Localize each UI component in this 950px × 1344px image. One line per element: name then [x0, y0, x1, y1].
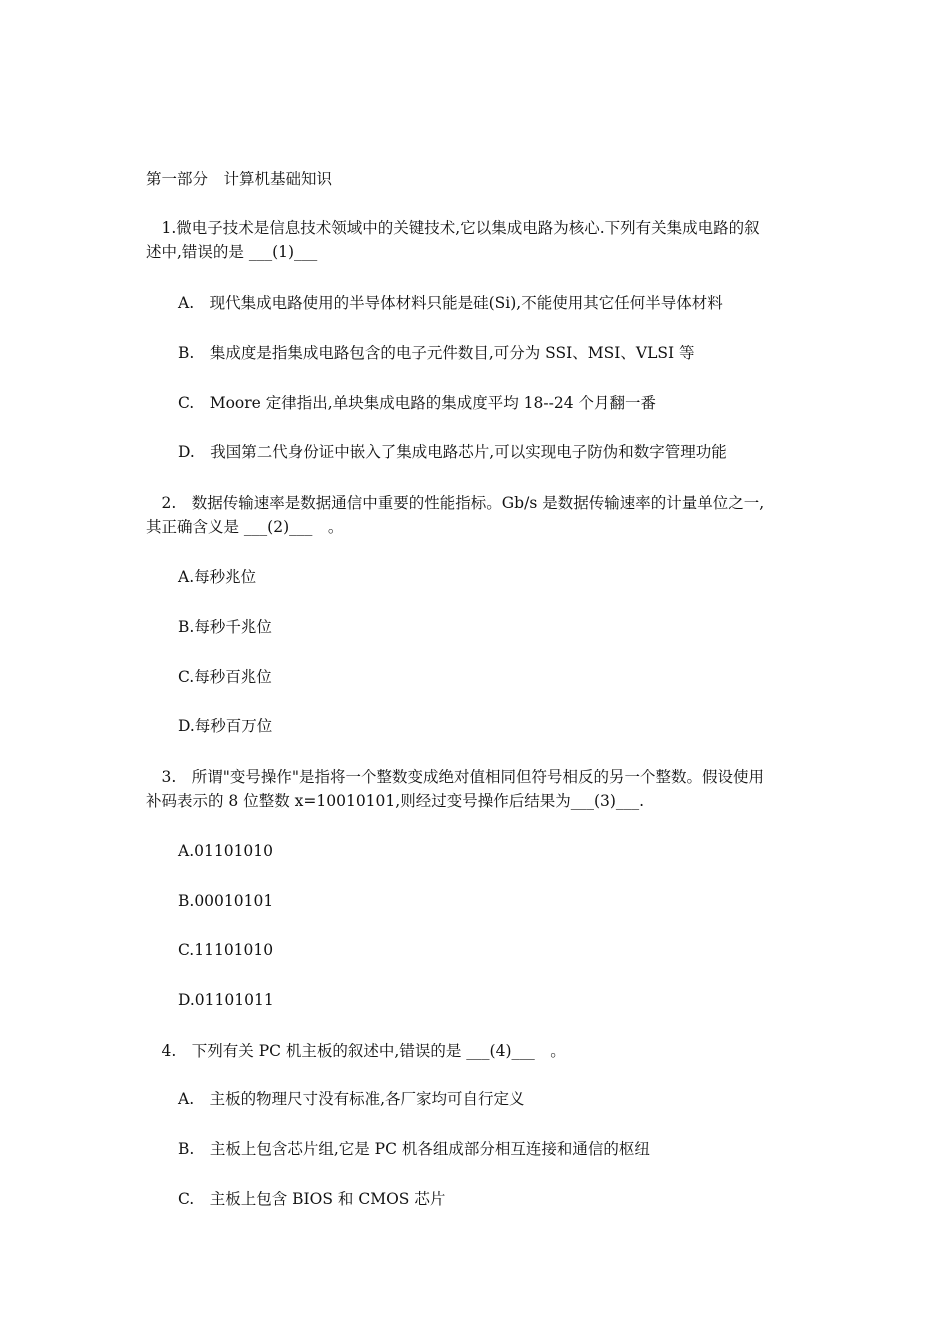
question-1-option-b: B. 集成度是指集成电路包含的电子元件数目,可分为 SSI、MSI、VLSI 等: [178, 344, 695, 362]
question-3-stem-line-1: 3. 所谓"变号操作"是指将一个整数变成绝对值相同但符号相反的另一个整数。假设使用: [146, 768, 765, 786]
question-3-stem-line-2: 补码表示的 8 位整数 x=10010101,则经过变号操作后结果为___(3)___.: [146, 792, 645, 810]
question-1-option-a: A. 现代集成电路使用的半导体材料只能是硅(Si),不能使用其它任何半导体材料: [178, 294, 723, 312]
question-4-option-a: A. 主板的物理尺寸没有标准,各厂家均可自行定义: [178, 1090, 525, 1108]
section-title: 第一部分 计算机基础知识: [146, 170, 333, 188]
question-2-option-c: C.每秒百兆位: [178, 668, 272, 686]
question-3-option-a: A.01101010: [178, 842, 274, 860]
question-1-stem-line-1: 1.微电子技术是信息技术领域中的关键技术,它以集成电路为核心.下列有关集成电路的叙: [146, 219, 760, 237]
question-4-option-c: C. 主板上包含 BIOS 和 CMOS 芯片: [178, 1190, 446, 1208]
question-2-stem-line-1: 2. 数据传输速率是数据通信中重要的性能指标。Gb/s 是数据传输速率的计量单位之一,: [146, 494, 765, 512]
question-4-option-b: B. 主板上包含芯片组,它是 PC 机各组成部分相互连接和通信的枢纽: [178, 1140, 650, 1158]
question-3-option-b: B.00010101: [178, 892, 274, 910]
question-1-stem-line-2: 述中,错误的是 ___(1)___: [146, 243, 318, 261]
question-3-stem: [146, 765, 811, 813]
question-2-stem: [146, 491, 811, 539]
question-2-option-a: A.每秒兆位: [178, 568, 257, 586]
question-1-option-c: C. Moore 定律指出,单块集成电路的集成度平均 18--24 个月翻一番: [178, 394, 656, 412]
question-2-option-d: D.每秒百万位: [178, 717, 273, 735]
question-1-stem: [146, 216, 811, 264]
question-3-option-d: D.01101011: [178, 991, 274, 1009]
question-4-stem: [146, 1039, 811, 1063]
question-1-option-d: D. 我国第二代身份证中嵌入了集成电路芯片,可以实现电子防伪和数字管理功能: [178, 443, 727, 461]
question-4-stem-line-1: 4. 下列有关 PC 机主板的叙述中,错误的是 ___(4)___ 。: [146, 1042, 566, 1060]
question-2-option-b: B.每秒千兆位: [178, 618, 272, 636]
question-2-stem-line-2: 其正确含义是 ___(2)___ 。: [146, 518, 344, 536]
question-3-option-c: C.11101010: [178, 941, 274, 959]
